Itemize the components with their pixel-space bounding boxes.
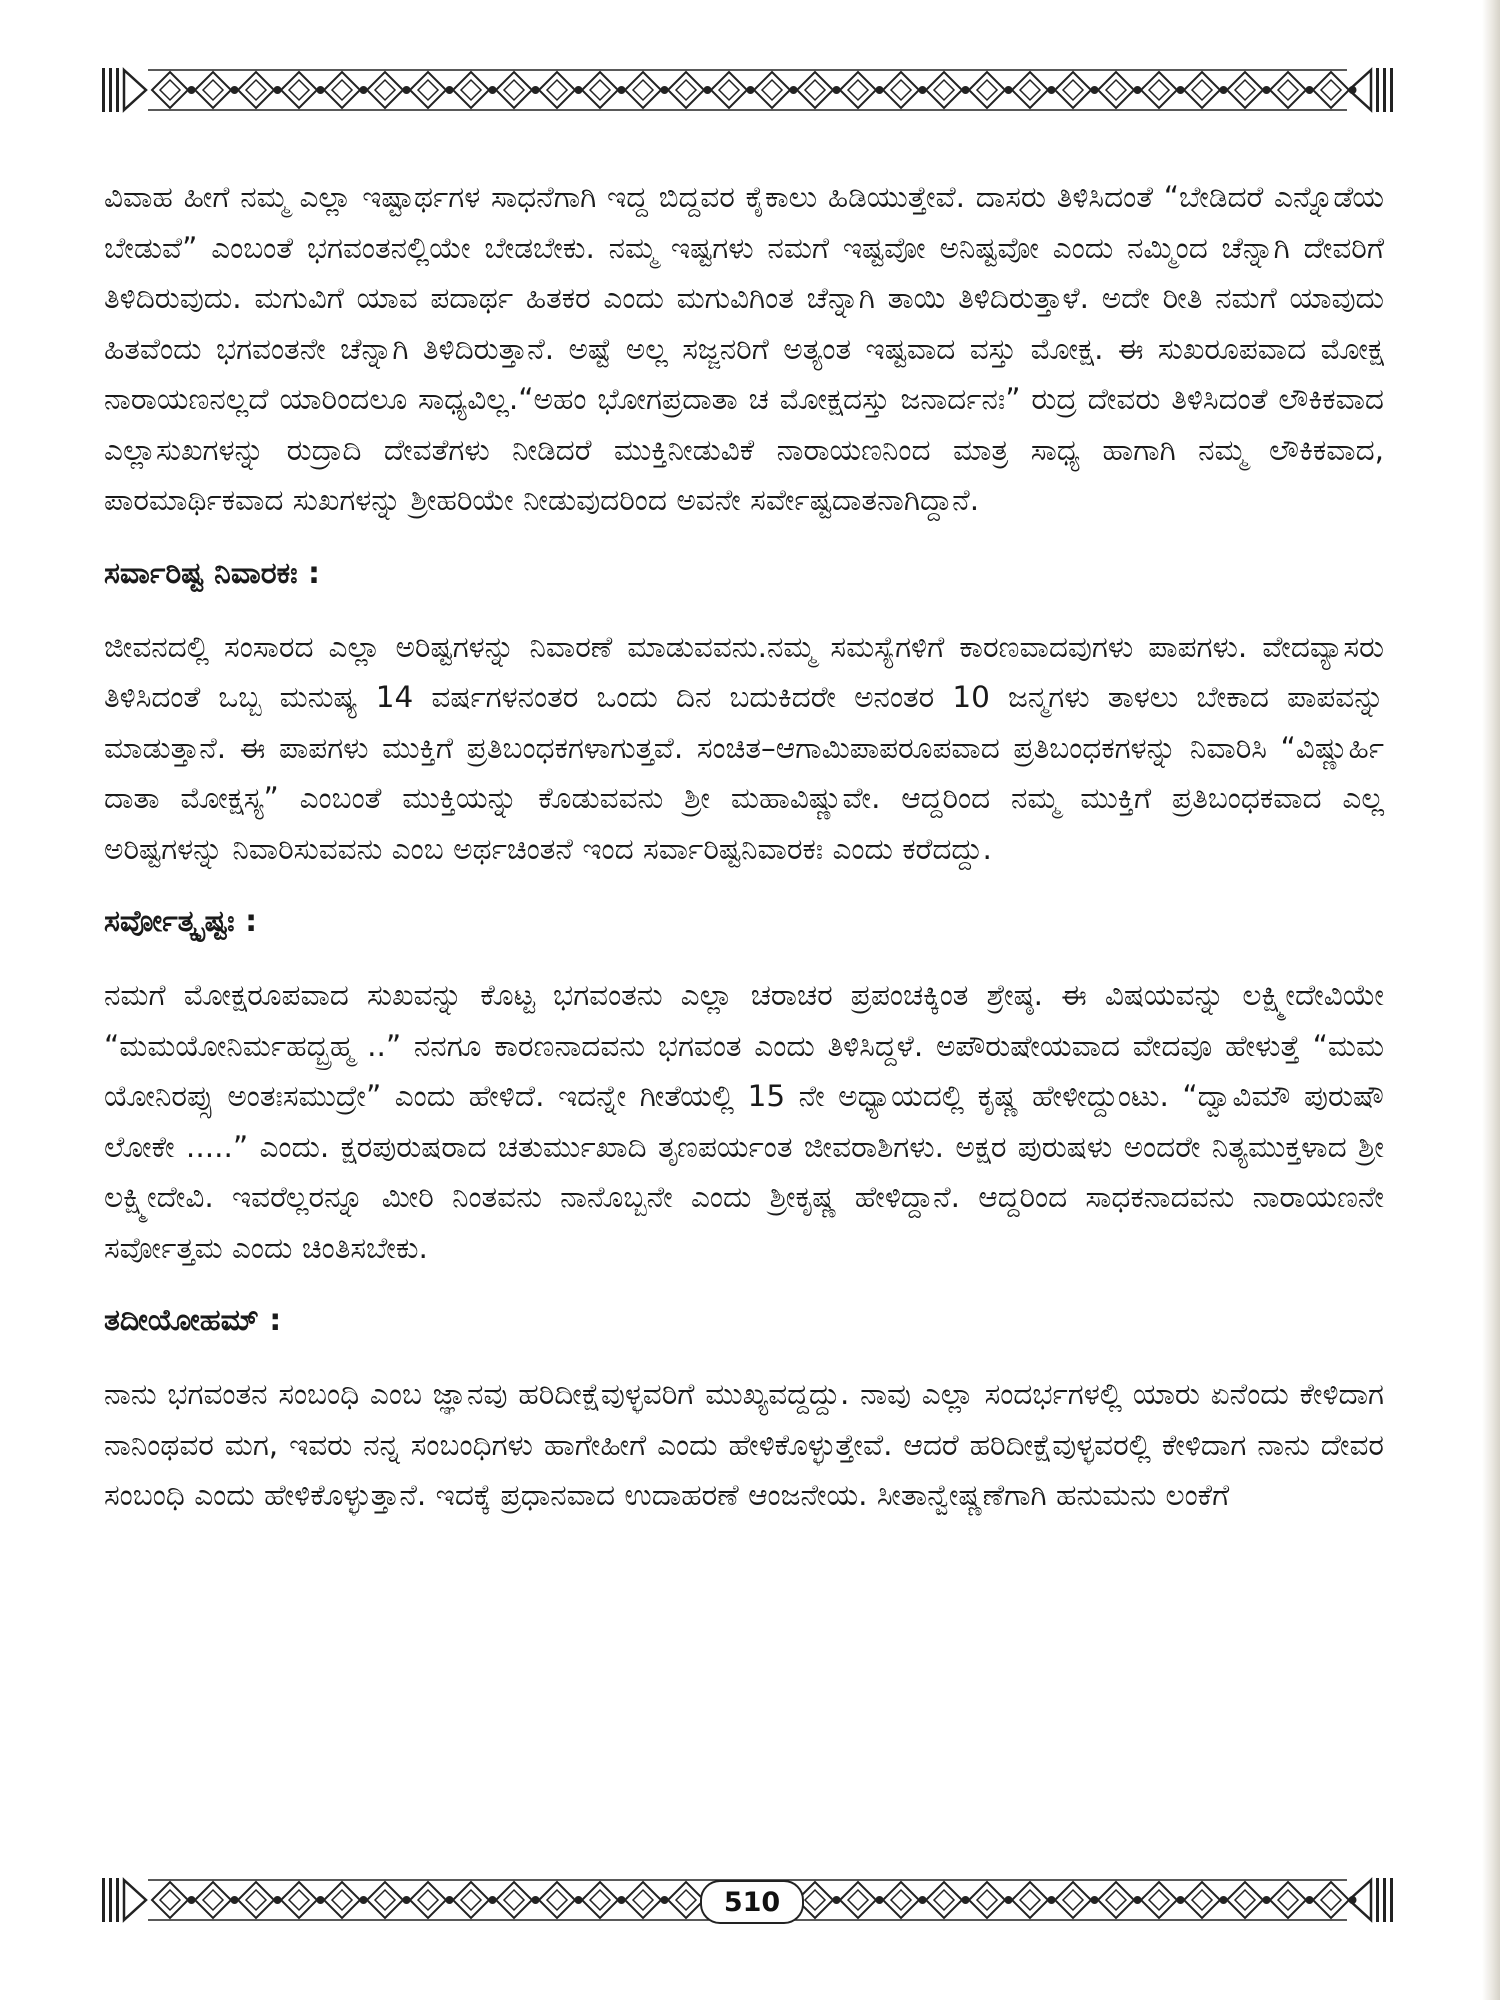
page-number: 510 — [700, 1880, 804, 1924]
top-ornamental-border — [100, 62, 1395, 118]
page-content — [104, 172, 1384, 1521]
paragraph-1: ವಿವಾಹ ಹೀಗೆ ನಮ್ಮ ಎಲ್ಲಾ ಇಷ್ಟಾರ್ಥಗಳ ಸಾಧನೆಗಾಗಿ ಇದ್ದ ಬಿದ್ದವರ ಕೈಕಾಲು ಹಿಡಿಯುತ್ತೇವೆ. ದಾಸರು ತಿಳಿಸಿದಂತೆ “ಬೇಡಿದರೆ ಎನ್ನೊಡೆಯ ಬೇಡುವೆ” ಎಂಬಂತೆ ಭಗವಂತನಲ್ಲಿಯೇ ಬೇಡಬೇಕು. ನಮ್ಮ ಇಷ್ಟಗಳು ನಮಗೆ ಇಷ್ಟವೋ ಅನಿಷ್ಟವೋ ಎಂದು ನಮ್ಮಿಂದ ಚೆನ್ನಾಗಿ ದೇವರಿಗೆ ತಿಳಿದಿರುವುದು. ಮಗುವಿಗೆ ಯಾವ ಪದಾರ್ಥ ಹಿತಕರ ಎಂದು ಮಗುವಿಗಿಂತ ಚೆನ್ನಾಗಿ ತಾಯಿ ತಿಳಿದಿರುತ್ತಾಳೆ. ಅದೇ ರೀತಿ ನಮಗೆ ಯಾವುದು ಹಿತವೆಂದು ಭಗವಂತನೇ ಚೆನ್ನಾಗಿ ತಿಳಿದಿರುತ್ತಾನೆ. ಅಷ್ಟೆ ಅಲ್ಲ ಸಜ್ಜನರಿಗೆ ಅತ್ಯಂತ ಇಷ್ಟವಾದ ವಸ್ತು ಮೋಕ್ಷ. ಈ ಸುಖರೂಪವಾದ ಮೋಕ್ಷ ನಾರಾಯಣನಲ್ಲದೆ ಯಾರಿಂದಲೂ ಸಾಧ್ಯವಿಲ್ಲ.“ಅಹಂ ಭೋಗಪ್ರದಾತಾ ಚ ಮೋಕ್ಷದಸ್ತು ಜನಾರ್ದನಃ” ರುದ್ರ ದೇವರು ತಿಳಿಸಿದಂತೆ ಲೌಕಿಕವಾದ ಎಲ್ಲಾಸುಖಗಳನ್ನು ರುದ್ರಾದಿ ದೇವತೆಗಳು ನೀಡಿದರೆ ಮುಕ್ತಿನೀಡುವಿಕೆ ನಾರಾಯಣನಿಂದ ಮಾತ್ರ ಸಾಧ್ಯ ಹಾಗಾಗಿ ನಮ್ಮ ಲೌಕಿಕವಾದ, ಪಾರಮಾರ್ಥಿಕವಾದ ಸುಖಗಳನ್ನು ಶ್ರೀಹರಿಯೇ ನೀಡುವುದರಿಂದ ಅವನೇ ಸರ್ವೇಷ್ಟದಾತನಾಗಿದ್ದಾನೆ. — [104, 180, 1384, 517]
heading-tadiyoham: ತದೀಯೋಹಮ್ : — [104, 1303, 282, 1338]
paragraph-2: ಜೀವನದಲ್ಲಿ ಸಂಸಾರದ ಎಲ್ಲಾ ಅರಿಷ್ಟಗಳನ್ನು ನಿವಾರಣೆ ಮಾಡುವವನು.ನಮ್ಮ ಸಮಸ್ಯೆಗಳಿಗೆ ಕಾರಣವಾದವುಗಳು ಪಾಪಗಳು. ವೇದವ್ಯಾಸರು ತಿಳಿಸಿದಂತೆ ಒಬ್ಬ ಮನುಷ್ಯ 14 ವರ್ಷಗಳನಂತರ ಒಂದು ದಿನ ಬದುಕಿದರೇ ಅನಂತರ 10 ಜನ್ಮಗಳು ತಾಳಲು ಬೇಕಾದ ಪಾಪವನ್ನು ಮಾಡುತ್ತಾನೆ. ಈ ಪಾಪಗಳು ಮುಕ್ತಿಗೆ ಪ್ರತಿಬಂಧಕಗಳಾಗುತ್ತವೆ. ಸಂಚಿತ–ಆಗಾಮಿಪಾಪರೂಪವಾದ ಪ್ರತಿಬಂಧಕಗಳನ್ನು ನಿವಾರಿಸಿ “ವಿಷ್ಣುರ್ಹಿ ದಾತಾ ಮೋಕ್ಷಸ್ಯ” ಎಂಬಂತೆ ಮುಕ್ತಿಯನ್ನು ಕೊಡುವವನು ಶ್ರೀ ಮಹಾವಿಷ್ಣುವೇ. ಆದ್ದರಿಂದ ನಮ್ಮ ಮುಕ್ತಿಗೆ ಪ್ರತಿಬಂಧಕವಾದ ಎಲ್ಲ ಅರಿಷ್ಟಗಳನ್ನು ನಿವಾರಿಸುವವನು ಎಂಬ ಅರ್ಥಚಿಂತನೆ ಇಂದ ಸರ್ವಾರಿಷ್ಟನಿವಾರಕಃ ಎಂದು ಕರೆದದ್ದು. — [104, 629, 1384, 866]
heading-sarvarishta-nivaraka: ಸರ್ವಾರಿಷ್ಟ ನಿವಾರಕಃ : — [104, 555, 320, 591]
paragraph-3: ನಮಗೆ ಮೋಕ್ಷರೂಪವಾದ ಸುಖವನ್ನು ಕೊಟ್ಟ ಭಗವಂತನು ಎಲ್ಲಾ ಚರಾಚರ ಪ್ರಪಂಚಕ್ಕಿಂತ ಶ್ರೇಷ್ಠ. ಈ ವಿಷಯವನ್ನು ಲಕ್ಷ್ಮೀದೇವಿಯೇ “ಮಮಯೋನಿರ್ಮಹದ್ಬ್ರಹ್ಮ ..” ನನಗೂ ಕಾರಣನಾದವನು ಭಗವಂತ ಎಂದು ತಿಳಿಸಿದ್ದಳೆ. ಅಪೌರುಷೇಯವಾದ ವೇದವೂ ಹೇಳುತ್ತೆ “ಮಮ ಯೋನಿರಪ್ಸು ಅಂತಃಸಮುದ್ರೇ” ಎಂದು ಹೇಳಿದೆ. ಇದನ್ನೇ ಗೀತೆಯಲ್ಲಿ 15 ನೇ ಅಧ್ಯಾಯದಲ್ಲಿ ಕೃಷ್ಣ ಹೇಳೀದ್ದುಂಟು. “ದ್ವಾವಿಮೌ ಪುರುಷೌ ಲೋಕೇ .....” ಎಂದು. ಕ್ಷರಪುರುಷರಾದ ಚತುರ್ಮುಖಾದಿ ತೃಣಪರ್ಯಂತ ಜೀವರಾಶಿಗಳು. ಅಕ್ಷರ ಪುರುಷಳು ಅಂದರೇ ನಿತ್ಯಮುಕ್ತಳಾದ ಶ್ರೀ ಲಕ್ಷ್ಮೀದೇವಿ. ಇವರೆಲ್ಲರನ್ನೂ ಮೀರಿ ನಿಂತವನು ನಾನೊಬ್ಬನೇ ಎಂದು ಶ್ರೀಕೃಷ್ಣ ಹೇಳಿದ್ದಾನೆ. ಆದ್ದರಿಂದ ಸಾಧಕನಾದವನು ನಾರಾಯಣನೇ ಸರ್ವೋತ್ತಮ ಎಂದು ಚಿಂತಿಸಬೇಕು. — [104, 978, 1384, 1265]
page-edge-shadow — [1482, 0, 1500, 2000]
top-border-pattern — [100, 62, 1395, 118]
heading-sarvotkrishta: ಸರ್ವೋತ್ಕೃಷ್ಟಃ : — [104, 904, 258, 939]
paragraph-4: ನಾನು ಭಗವಂತನ ಸಂಬಂಧಿ ಎಂಬ ಜ್ಞಾನವು ಹರಿದೀಕ್ಷೆವುಳ್ಳವರಿಗೆ ಮುಖ್ಯವದ್ದದ್ದು. ನಾವು ಎಲ್ಲಾ ಸಂದರ್ಭಗಳಲ್ಲಿ ಯಾರು ಏನೆಂದು ಕೇಳಿದಾಗ ನಾನಿಂಥವರ ಮಗ, ಇವರು ನನ್ನ ಸಂಬಂಧಿಗಳು ಹಾಗೇಹೀಗೆ ಎಂದು ಹೇಳಿಕೊಳ್ಳುತ್ತೇವೆ. ಆದರೆ ಹರಿದೀಕ್ಷೆವುಳ್ಳವರಲ್ಲಿ ಕೇಳಿದಾಗ ನಾನು ದೇವರ ಸಂಬಂಧಿ ಎಂದು ಹೇಳಿಕೊಳ್ಳುತ್ತಾನೆ. ಇದಕ್ಕೆ ಪ್ರಧಾನವಾದ ಉದಾಹರಣೆ ಆಂಜನೇಯ. ಸೀತಾನ್ವೇಷ್ಣಣೆಗಾಗಿ ಹನುಮನು ಲಂಕೆಗೆ — [104, 1377, 1384, 1512]
